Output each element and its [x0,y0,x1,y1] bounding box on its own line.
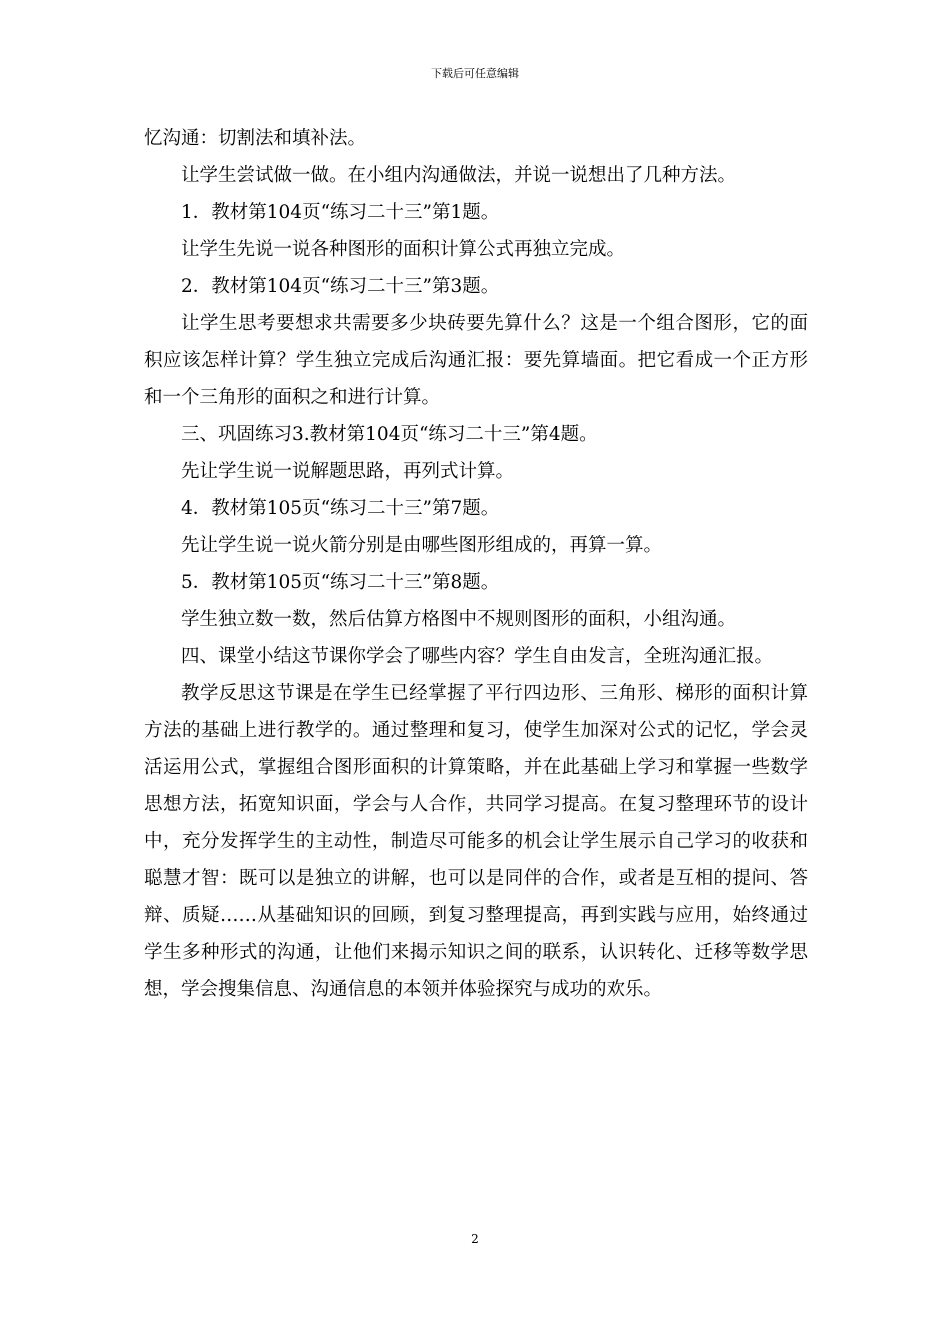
page-number: 2 [471,1232,479,1246]
paragraph-14: 教学反思这节课是在学生已经掌握了平行四边形、三角形、梯形的面积计算方法的基础上进行教学的。通过整理和复习，使学生加深对公式的记忆，学会灵活运用公式，掌握组合图形面积的计算策略，并在此基础上学习和掌握一些数学思想方法，拓宽知识面，学会与人合作，共同学习提高。在复习整理环节的设计中，充分发挥学生的主动性，制造尽可能多的机会让学生展示自己学习的收获和聪慧才智：既可以是独立的讲解，也可以是同伴的合作，或者是互相的提问、答辩、质疑……从基础知识的回顾，到复习整理提高，再到实践与应用，始终通过学生多种形式的沟通，让他们来揭示知识之间的联系，认识转化、迁移等数学思想，学会搜集信息、沟通信息的本领并体验探究与成功的欢乐。 [144,683,808,1000]
paragraph-10: 先让学生说一说火箭分别是由哪些图形组成的，再算一算。 [181,535,663,556]
paragraph-11: 5．教材第105页“练习二十三”第8题。 [181,572,500,593]
paragraph-1: 忆沟通：切割法和填补法。 [144,128,367,149]
paragraph-9: 4．教材第105页“练习二十三”第7题。 [181,498,500,519]
paragraph-3: 1．教材第104页“练习二十三”第1题。 [181,202,500,223]
paragraph-12: 学生独立数一数，然后估算方格图中不规则图形的面积，小组沟通。 [181,609,737,630]
paragraph-6: 让学生思考要想求共需要多少块砖要先算什么？这是一个组合图形，它的面积应该怎样计算？学生独立完成后沟通汇报：要先算墙面。把它看成一个正方形和一个三角形的面积之和进行计算。 [144,313,808,408]
paragraph-2: 让学生尝试做一做。在小组内沟通做法，并说一说想出了几种方法。 [181,165,737,186]
paragraph-8: 先让学生说一说解题思路，再列式计算。 [181,461,515,482]
document-body [144,120,808,1008]
paragraph-5: 2．教材第104页“练习二十三”第3题。 [181,276,500,297]
page-header: 下载后可任意编辑 [431,67,519,80]
paragraph-13: 四、课堂小结这节课你学会了哪些内容？学生自由发言，全班沟通汇报。 [181,646,774,667]
paragraph-7: 三、巩固练习3.教材第104页“练习二十三”第4题。 [181,424,598,445]
paragraph-4: 让学生先说一说各种图形的面积计算公式再独立完成。 [181,239,626,260]
